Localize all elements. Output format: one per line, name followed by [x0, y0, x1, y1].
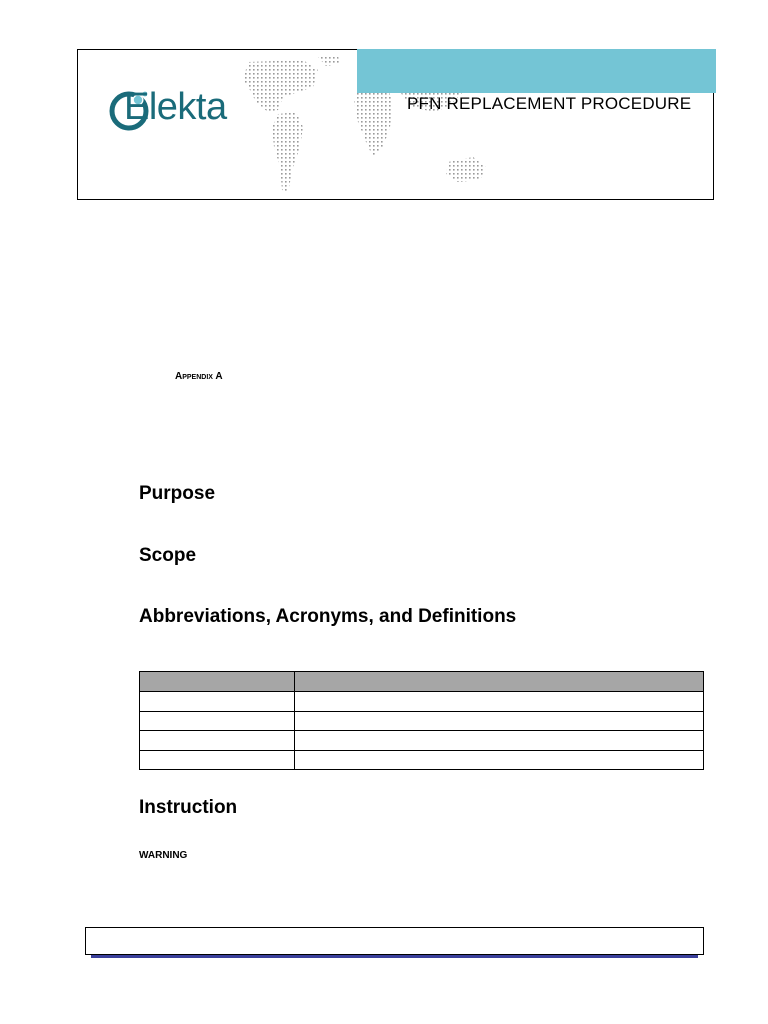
table-cell	[140, 711, 295, 731]
heading-abbreviations: Abbreviations, Acronyms, and Definitions	[139, 606, 517, 627]
table-row	[140, 692, 704, 712]
table-header-cell	[140, 672, 295, 692]
company-logo-text: Elekta	[124, 86, 227, 128]
table-cell	[140, 731, 295, 751]
table-cell	[295, 711, 704, 731]
table-row	[140, 711, 704, 731]
table-cell	[140, 750, 295, 770]
table-cell	[140, 692, 295, 712]
warning-label: WARNING	[139, 850, 188, 861]
document-title: PFN REPLACEMENT PROCEDURE	[407, 94, 692, 113]
table-header-row	[140, 672, 704, 692]
table-header-cell	[295, 672, 704, 692]
table-cell	[295, 692, 704, 712]
table-cell	[295, 750, 704, 770]
table-row	[140, 731, 704, 751]
header-accent-bar	[357, 49, 716, 93]
table-row	[140, 750, 704, 770]
footer-rule	[91, 955, 698, 958]
document-header	[77, 49, 714, 200]
appendix-label: Appendix A	[175, 371, 223, 382]
heading-scope: Scope	[139, 545, 197, 566]
table-cell	[295, 731, 704, 751]
definitions-table	[139, 671, 704, 770]
heading-purpose: Purpose	[139, 483, 216, 504]
footer-box	[85, 927, 704, 955]
heading-instruction: Instruction	[139, 797, 238, 818]
